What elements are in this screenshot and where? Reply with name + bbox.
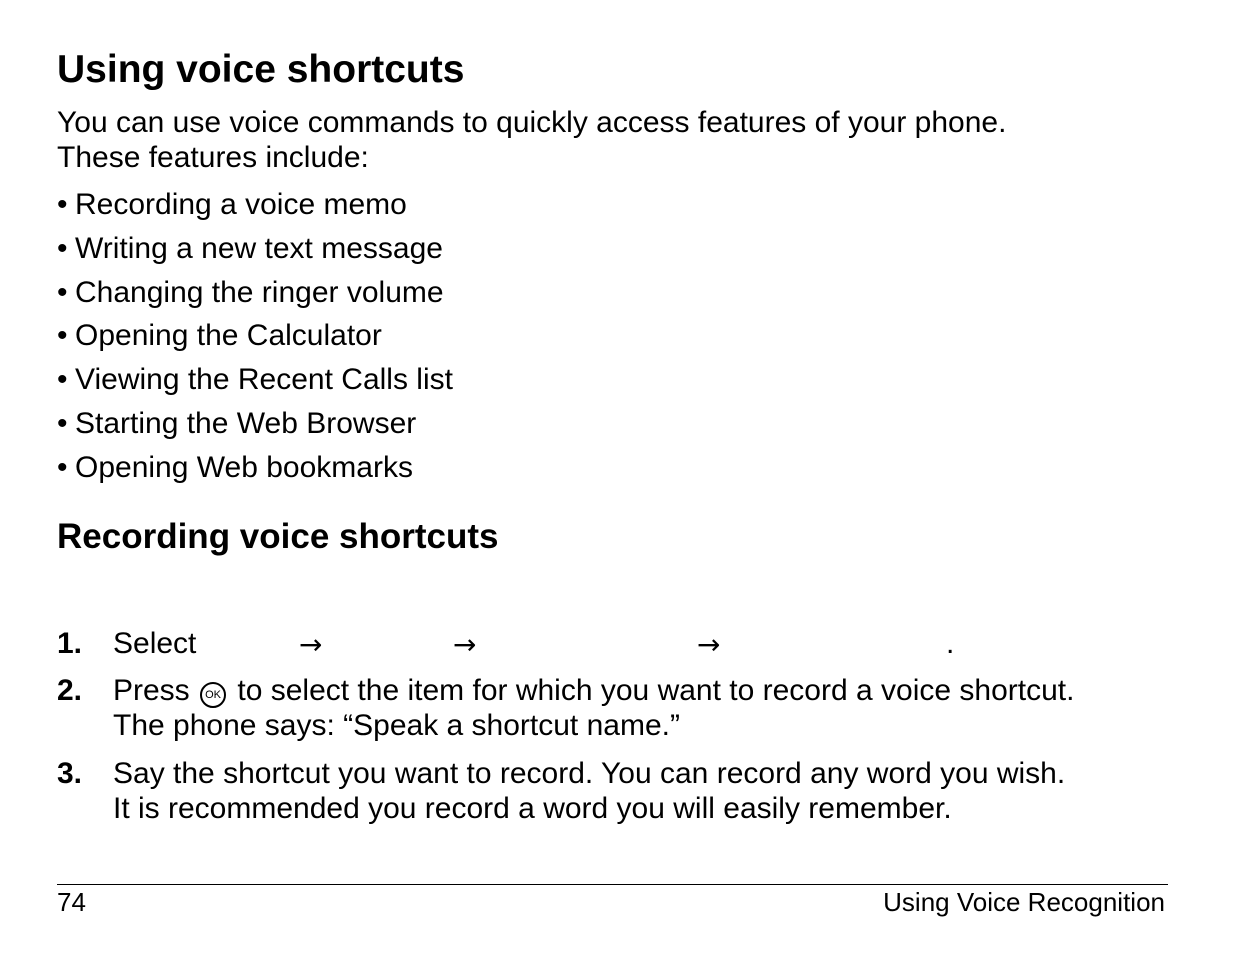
step-2-line-1 <box>113 673 1074 708</box>
bullet-icon: • <box>57 319 68 353</box>
bullet-icon: • <box>57 275 68 309</box>
list-item-text: Viewing the Recent Calls list <box>75 363 453 397</box>
list-item <box>57 229 453 273</box>
intro-line-2: These features include: <box>57 141 369 174</box>
step-number: 1. <box>57 627 83 660</box>
list-item <box>57 273 453 317</box>
intro-line-1: You can use voice commands to quickly access features of your phone. <box>57 106 1007 139</box>
bullet-icon: • <box>57 450 68 484</box>
page-number: 74 <box>57 887 86 917</box>
arrow-right-icon: → <box>453 628 477 661</box>
feature-list <box>57 185 453 492</box>
list-item <box>57 316 453 360</box>
bullet-icon: • <box>57 188 68 221</box>
step-3-line-2: It is recommended you record a word you will easily remember. <box>113 792 952 825</box>
list-item <box>57 448 453 492</box>
list-item <box>57 360 453 404</box>
list-item-text: Opening the Calculator <box>75 319 382 353</box>
arrow-right-icon: → <box>299 628 323 661</box>
step-1-end: . <box>946 627 955 660</box>
list-item-text: Opening Web bookmarks <box>75 450 413 484</box>
list-item-text: Writing a new text message <box>75 231 443 265</box>
list-item <box>57 404 453 448</box>
arrow-right-icon: → <box>697 628 721 661</box>
press-word: Press <box>113 674 190 707</box>
step-number: 3. <box>57 757 83 790</box>
ok-key-icon: OK <box>200 682 226 708</box>
footer-divider <box>57 884 1168 885</box>
step-3-line-1: Say the shortcut you want to record. You can record any word you wish. <box>113 757 1066 790</box>
list-item-text: Changing the ringer volume <box>75 275 444 309</box>
section-heading: Recording voice shortcuts <box>57 517 499 556</box>
bullet-icon: • <box>57 231 68 265</box>
step-number: 2. <box>57 674 83 707</box>
footer-section-title: Using Voice Recognition <box>883 887 1165 917</box>
list-item-text: Recording a voice memo <box>75 188 407 221</box>
list-item-text: Starting the Web Browser <box>75 406 417 440</box>
step-2-line-2: The phone says: “Speak a shortcut name.” <box>113 709 680 742</box>
bullet-icon: • <box>57 363 68 397</box>
bullet-icon: • <box>57 406 68 440</box>
step-1-text: Select <box>113 627 197 660</box>
step-2-rest: to select the item for which you want to record a voice shortcut. <box>237 674 1075 707</box>
page-title: Using voice shortcuts <box>57 48 465 91</box>
intro-paragraph <box>57 105 1006 175</box>
list-item <box>57 185 453 229</box>
